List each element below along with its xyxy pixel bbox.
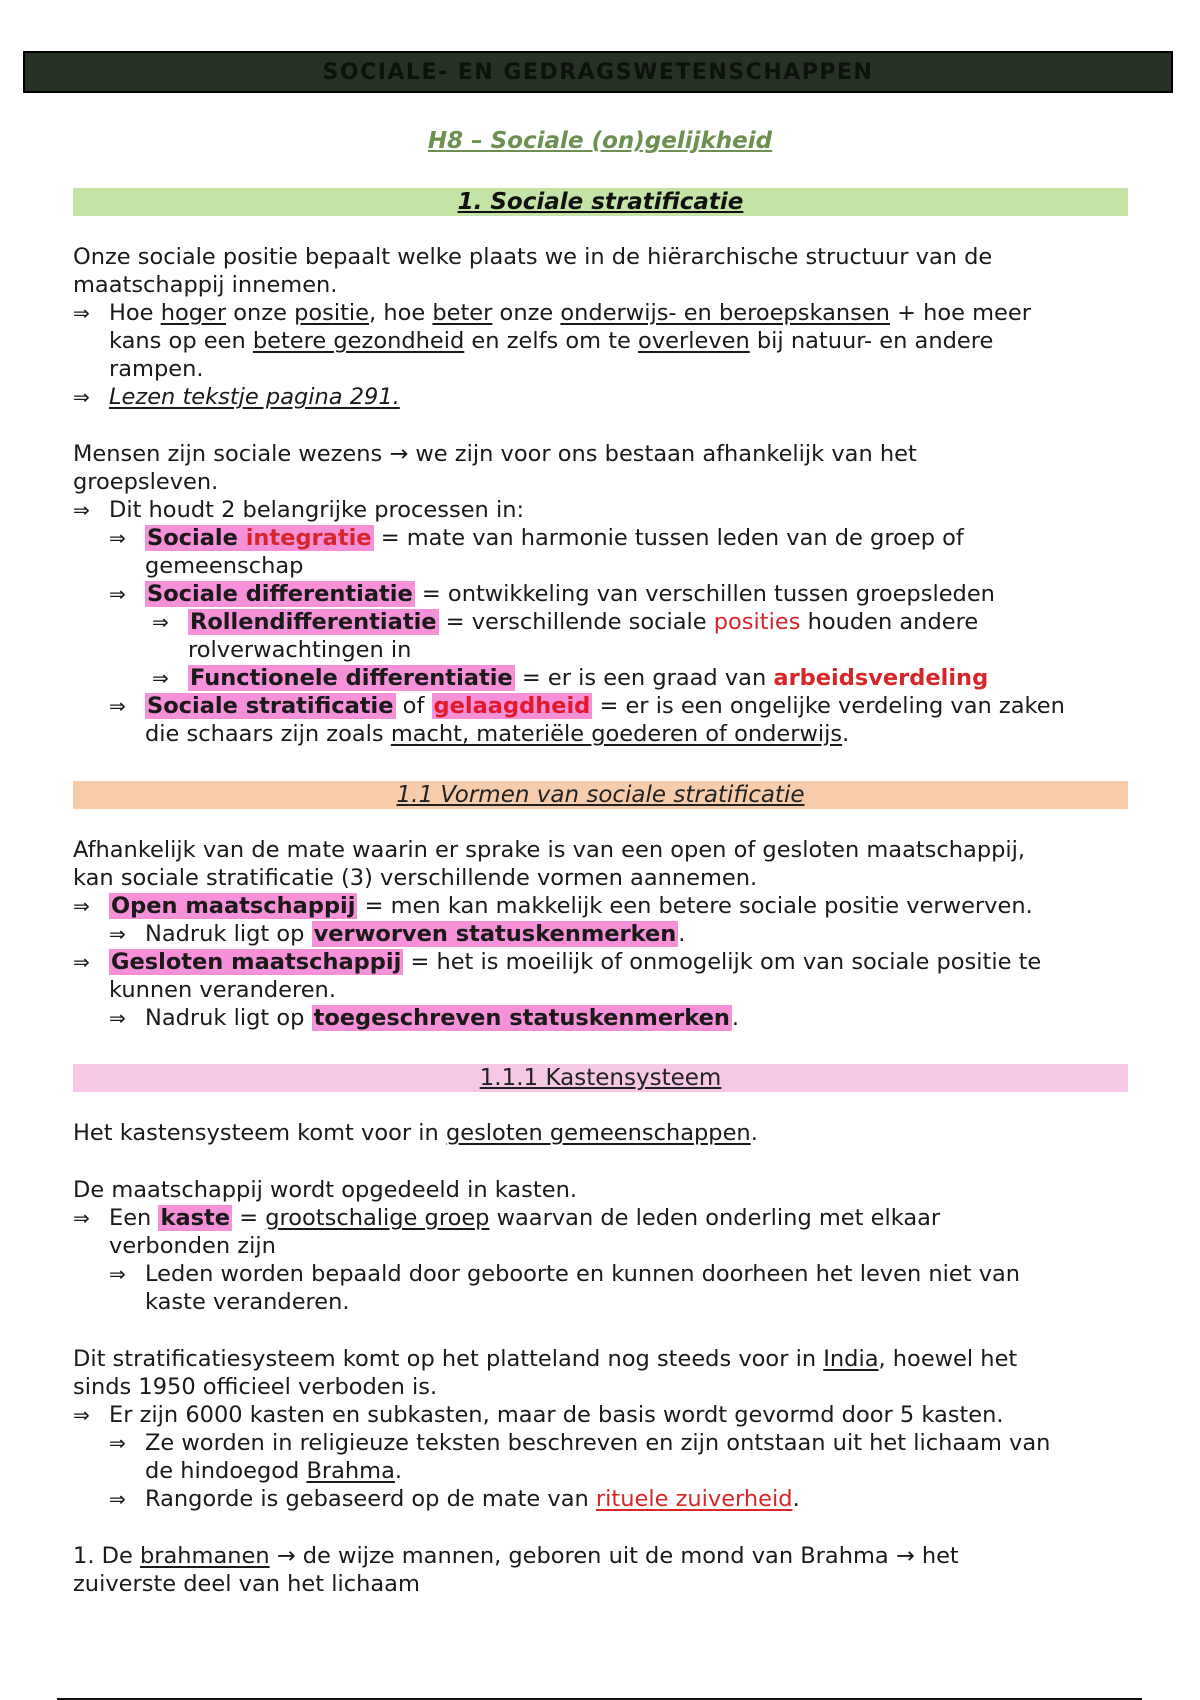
bullet-line: gemeenschap bbox=[145, 553, 304, 579]
arrow-bullet-icon: ⇒ bbox=[109, 1006, 126, 1030]
bullet-line: kans op een betere gezondheid en zelfs om te overleven bij natuur- en andere bbox=[109, 328, 994, 354]
bullet-line: Hoe hoger onze positie, hoe beter onze onderwijs- en beroepskansen + hoe meer bbox=[109, 300, 1031, 326]
term-open-maatschappij: Open maatschappij = men kan makkelijk een betere sociale positie verwerven. bbox=[111, 893, 1033, 919]
header-title: SOCIALE- EN GEDRAGSWETENSCHAPPEN bbox=[322, 59, 874, 85]
bullet-line: kaste veranderen. bbox=[145, 1289, 350, 1315]
arrow-bullet-icon: ⇒ bbox=[109, 1262, 126, 1286]
paragraph-line: De maatschappij wordt opgedeeld in kasten. bbox=[73, 1177, 577, 1203]
bullet-line: Leden worden bepaald door geboorte en kunnen doorheen het leven niet van bbox=[145, 1261, 1021, 1287]
document-header-bar bbox=[23, 51, 1173, 93]
term-kaste: Een kaste = grootschalige groep waarvan de leden onderling met elkaar bbox=[109, 1205, 941, 1231]
section-heading-1-1-1: 1.1.1 Kastensysteem bbox=[73, 1064, 1128, 1092]
bullet-line: kunnen veranderen. bbox=[109, 977, 336, 1003]
bullet-line: rolverwachtingen in bbox=[188, 637, 412, 663]
arrow-bullet-icon: ⇒ bbox=[73, 950, 90, 974]
bullet-line: verbonden zijn bbox=[109, 1233, 276, 1259]
arrow-bullet-icon: ⇒ bbox=[73, 498, 90, 522]
bullet-line: Rangorde is gebaseerd op de mate van rituele zuiverheid. bbox=[145, 1486, 800, 1512]
arrow-bullet-icon: ⇒ bbox=[73, 1206, 90, 1230]
arrow-bullet-icon: ⇒ bbox=[109, 1431, 126, 1455]
arrow-bullet-icon: ⇒ bbox=[109, 582, 126, 606]
arrow-bullet-icon: ⇒ bbox=[109, 922, 126, 946]
section-heading-1: 1. Sociale stratificatie bbox=[73, 188, 1128, 216]
bullet-line: rampen. bbox=[109, 356, 204, 382]
arrow-bullet-icon: ⇒ bbox=[109, 694, 126, 718]
arrow-bullet-icon: ⇒ bbox=[152, 666, 169, 690]
term-rollendifferentiatie: Rollendifferentiatie = verschillende sociale posities houden andere bbox=[190, 609, 979, 635]
bullet-line: Dit houdt 2 belangrijke processen in: bbox=[109, 497, 525, 523]
paragraph-line: Afhankelijk van de mate waarin er sprake is van een open of gesloten maatschappij, bbox=[73, 837, 1026, 863]
paragraph-line: Mensen zijn sociale wezens → we zijn voor ons bestaan afhankelijk van het bbox=[73, 441, 917, 467]
term-sociale-stratificatie: Sociale stratificatie of gelaagdheid = er is een ongelijke verdeling van zaken bbox=[147, 693, 1065, 719]
paragraph-line: kan sociale stratificatie (3) verschillende vormen aannemen. bbox=[73, 865, 758, 891]
chapter-title: H8 – Sociale (on)gelijkheid bbox=[427, 128, 773, 154]
bullet-line: Er zijn 6000 kasten en subkasten, maar de basis wordt gevormd door 5 kasten. bbox=[109, 1402, 1004, 1428]
arrow-bullet-icon: ⇒ bbox=[73, 1403, 90, 1427]
bullet-line: de hindoegod Brahma. bbox=[145, 1458, 403, 1484]
arrow-bullet-icon: ⇒ bbox=[73, 894, 90, 918]
paragraph-line: Dit stratificatiesysteem komt op het platteland nog steeds voor in India, hoewel het bbox=[73, 1346, 1018, 1372]
reading-reference: Lezen tekstje pagina 291. bbox=[109, 384, 400, 410]
numbered-item-line: zuiverste deel van het lichaam bbox=[73, 1571, 420, 1597]
arrow-bullet-icon: ⇒ bbox=[109, 526, 126, 550]
paragraph-line: maatschappij innemen. bbox=[73, 272, 338, 298]
section-heading-1-1: 1.1 Vormen van sociale stratificatie bbox=[73, 781, 1128, 809]
paragraph-line: groepsleven. bbox=[73, 469, 219, 495]
bullet-line: Ze worden in religieuze teksten beschreven en zijn ontstaan uit het lichaam van bbox=[145, 1430, 1051, 1456]
numbered-item: 1. De brahmanen → de wijze mannen, geboren uit de mond van Brahma → het bbox=[73, 1543, 959, 1569]
term-sociale-integratie: Sociale integratie = mate van harmonie tussen leden van de groep of bbox=[147, 525, 964, 551]
term-functionele-differentiatie: Functionele differentiatie = er is een graad van arbeidsverdeling bbox=[190, 665, 989, 691]
arrow-bullet-icon: ⇒ bbox=[152, 610, 169, 634]
paragraph-line: Onze sociale positie bepaalt welke plaats we in de hiërarchische structuur van de bbox=[73, 244, 993, 270]
arrow-bullet-icon: ⇒ bbox=[109, 1487, 126, 1511]
arrow-bullet-icon: ⇒ bbox=[73, 301, 90, 325]
arrow-bullet-icon: ⇒ bbox=[73, 385, 90, 409]
paragraph-line: Het kastensysteem komt voor in gesloten gemeenschappen. bbox=[73, 1120, 758, 1146]
paragraph-line: sinds 1950 officieel verboden is. bbox=[73, 1374, 438, 1400]
bullet-line: Nadruk ligt op verworven statuskenmerken. bbox=[145, 921, 686, 947]
term-gesloten-maatschappij: Gesloten maatschappij = het is moeilijk of onmogelijk om van sociale positie te bbox=[111, 949, 1042, 975]
bullet-line: Nadruk ligt op toegeschreven statuskenmerken. bbox=[145, 1005, 740, 1031]
bullet-line: die schaars zijn zoals macht, materiële goederen of onderwijs. bbox=[145, 721, 850, 747]
term-sociale-differentiatie: Sociale differentiatie = ontwikkeling van verschillen tussen groepsleden bbox=[147, 581, 995, 607]
